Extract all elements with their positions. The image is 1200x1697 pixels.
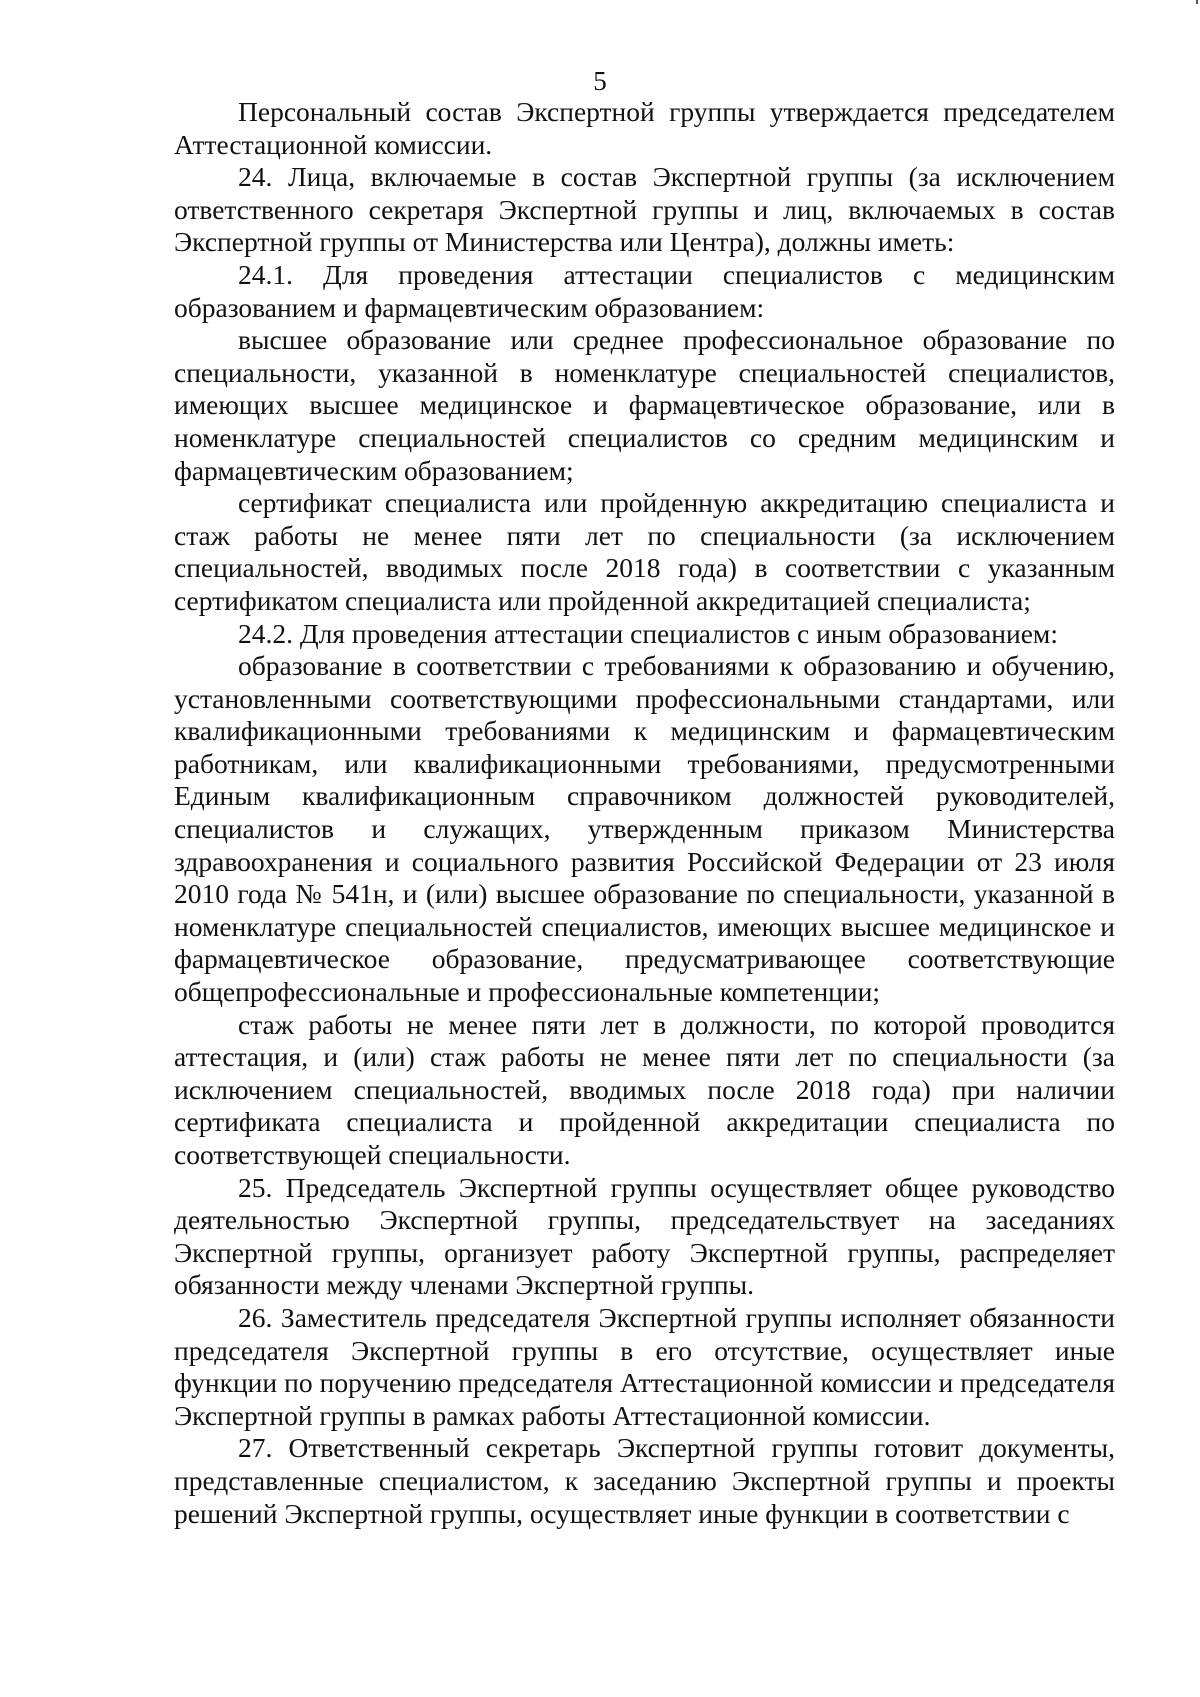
paragraph-24-2-experience: стаж работы не менее пяти лет в должности, по которой проводится аттестация, и (или) стаж работы не менее пяти лет по специальности (за исключением специальностей, вводимых после 2018 года) при наличии сертификата специалиста и пройденной аккредитации специалиста по соответствующей специальности. <box>174 1008 1115 1170</box>
paragraph-expert-group-composition: Персональный состав Экспертной группы утверждается председателем Аттестационной комиссии. <box>174 96 1115 160</box>
page-number: 5 <box>593 66 607 96</box>
paragraph-24-2-education: образование в соответствии с требованиями к образованию и обучению, установленными соответствующими профессиональными стандартами, или квалификационными требованиями к медицинским и фармацевтическим работникам, или квалификационными требованиями, предусмотренными Единым квалификационным справочником должностей руководителей, специалистов и служащих, утвержденным приказом Министерства здравоохранения и социального развития Российской Федерации от 23 июля 2010 года № 541н, и (или) высшее образование по специальности, указанной в номенклатуре специальностей специалистов, имеющих высшее медицинское и фармацевтическое образование, предусматривающее соответствующие общепрофессиональные и профессиональные компетенции; <box>174 650 1115 1008</box>
paragraph-24-1-certificate: сертификат специалиста или пройденную аккредитацию специалиста и стаж работы не менее пяти лет по специальности (за исключением специальностей, вводимых после 2018 года) в соответствии с указанным сертификатом специалиста или пройденной аккредитацией специалиста; <box>174 487 1115 616</box>
paragraph-27: 27. Ответственный секретарь Экспертной группы готовит документы, представленные специалистом, к заседанию Экспертной группы и проекты решений Экспертной группы, осуществляет иные функции в соответствии с <box>174 1432 1115 1529</box>
paragraph-25: 25. Председатель Экспертной группы осуществляет общее руководство деятельностью Экспертной группы, председательствует на заседаниях Экспертной группы, организует работу Экспертной группы, распределяет обязанности между членами Экспертной группы. <box>174 1171 1115 1301</box>
paragraph-24-1: 24.1. Для проведения аттестации специалистов с медицинским образованием и фармацевтическим образованием: <box>174 258 1115 323</box>
paragraph-24-2: 24.2. Для проведения аттестации специалистов с иным образованием: <box>238 617 1058 649</box>
paragraph-26: 26. Заместитель председателя Экспертной группы исполняет обязанности председателя Экспертной группы в его отсутствие, осуществляет иные функции по поручению председателя Аттестационной комиссии и председателя Экспертной группы в рамках работы Аттестационной комиссии. <box>174 1301 1115 1431</box>
scan-edge-mark <box>1196 0 1198 4</box>
paragraph-24-1-education: высшее образование или среднее профессиональное образование по специальности, указанной в номенклатуре специальностей специалистов, имеющих высшее медицинское и фармацевтическое образование, или в номенклатуре специальностей специалистов со средним медицинским и фармацевтическим образованием; <box>174 324 1115 486</box>
document-body <box>174 96 1115 1530</box>
paragraph-24: 24. Лица, включаемые в состав Экспертной группы (за исключением ответственного секретаря Экспертной группы и лиц, включаемых в состав Экспертной группы от Министерства или Центра), должны иметь: <box>174 161 1115 258</box>
